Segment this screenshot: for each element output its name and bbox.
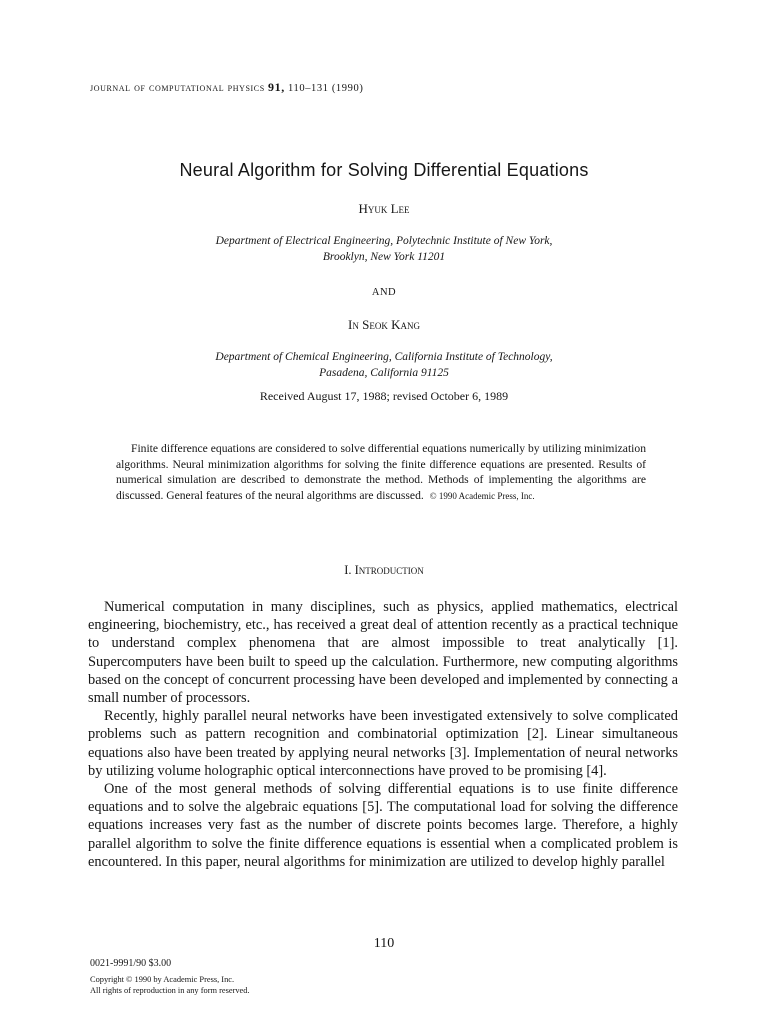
body-paragraph-1: Numerical computation in many disciplines, such as physics, applied mathematics, electrical engineering, biochemistry, etc., has received a great deal of attention recently as a practical technique to understand complex phenomena that are almost impossible to treat analytically [1]. Supercomputers have been built to speed up the calculation. Furthermore, new computing algorithms based on the concept of concurrent processing have been developed and implemented by connecting a small number of processors. (88, 599, 678, 707)
affiliation-2-line-1: Department of Chemical Engineering, California Institute of Technology, (215, 351, 553, 363)
journal-volume: 91, (268, 80, 285, 94)
received-dates: Received August 17, 1988; revised October 6, 1989 (259, 389, 509, 403)
author-name-1: Hyuk Lee (358, 201, 410, 216)
affiliation-1-line-2: Brooklyn, New York 11201 (322, 251, 446, 263)
author-name-2: In Seok Kang (348, 317, 420, 332)
abstract-copyright: © 1990 Academic Press, Inc. (429, 491, 535, 502)
abstract (116, 441, 646, 505)
author-affiliation-2 (0, 349, 768, 381)
affiliation-2-line-2: Pasadena, California 91125 (319, 367, 449, 379)
footer-price: 0021-9991/90 $3.00 (90, 958, 172, 969)
author-conjunction: AND (371, 287, 397, 298)
section-number: I. (344, 563, 352, 577)
footer-rights: All rights of reproduction in any form reserved. (90, 986, 250, 995)
page-footer (90, 958, 250, 996)
section-heading (0, 563, 768, 578)
abstract-text: Finite difference equations are considered to solve differential equations numerically by utilizing minimization algorithms. Neural minimization algorithms for solving the finite difference equations are presented. Results of numerical simulation are described to demonstrate the method. Methods of implementing the algorithms are discussed. General features of the neural algorithms are discussed. (116, 442, 646, 503)
body-paragraph-3: One of the most general methods of solving differential equations is to use finite difference equations and to solve the algebraic equations [5]. The computational load for solving the difference equations increases very fast as the number of discrete points becomes large. Therefore, a highly parallel algorithm to solve the finite difference equations is essential when a complicated problem is encountered. In this paper, neural algorithms for minimization are utilized to develop highly parallel (88, 781, 678, 870)
section-title: Introduction (354, 563, 424, 577)
author-affiliation-1 (0, 233, 768, 265)
journal-name: journal of computational physics (90, 82, 265, 94)
affiliation-1-line-1: Department of Electrical Engineering, Polytechnic Institute of New York, (215, 235, 553, 247)
body-paragraph-2: Recently, highly parallel neural networks have been investigated extensively to solve complicated problems such as pattern recognition and combinatorial optimization [2]. Linear simultaneous equations also have been treated by applying neural networks [3]. Implementation of neural networks by utilizing volume holographic optical interconnections have proved to be promising [4]. (88, 708, 678, 779)
article-title: Neural Algorithm for Solving Differential Equations (179, 160, 589, 180)
journal-header (90, 80, 363, 95)
body-text (88, 598, 678, 871)
footer-copyright: Copyright © 1990 by Academic Press, Inc. (90, 975, 235, 984)
page-number: 110 (373, 936, 395, 951)
journal-pages-year: 110–131 (1990) (288, 83, 364, 94)
